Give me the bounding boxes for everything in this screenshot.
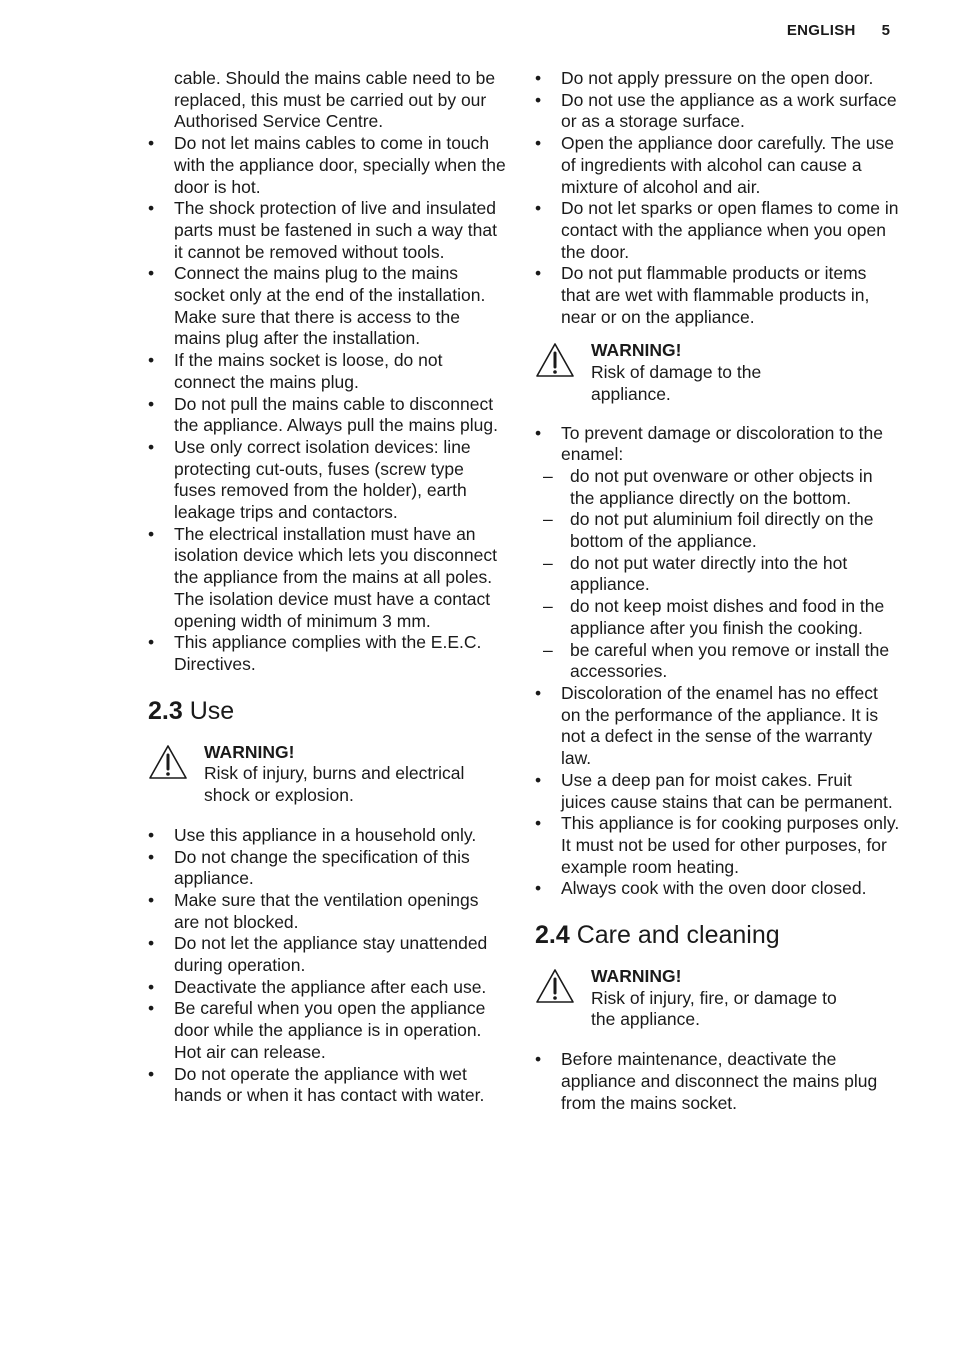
list-item: • Use a deep pan for moist cakes. Fruit juices cause stains that can be permanent. [535, 770, 900, 813]
list-item: • Do not let sparks or open flames to come in contact with the appliance when you open the door. [535, 198, 900, 263]
door-safety-list [535, 68, 900, 328]
list-item: • Do not apply pressure on the open door. [535, 68, 900, 90]
list-item: • Always cook with the oven door closed. [535, 878, 900, 900]
sublist-item: – do not keep moist dishes and food in the appliance after you finish the cooking. [535, 596, 900, 639]
sublist-item: – do not put ovenware or other objects in the appliance directly on the bottom. [535, 466, 900, 509]
list-item: • Do not operate the appliance with wet hands or when it has contact with water. [148, 1064, 508, 1107]
list-item: • Open the appliance door carefully. The use of ingredients with alcohol can cause a mixture of alcohol and air. [535, 133, 900, 198]
list-item: • Do not pull the mains cable to disconnect the appliance. Always pull the mains plug. [148, 394, 508, 437]
list-item: • Connect the mains plug to the mains socket only at the end of the installation. Make sure that there is access to the mains plug after the installation. [148, 263, 508, 350]
right-column [535, 68, 900, 1114]
sublist-item: – be careful when you remove or install the accessories. [535, 640, 900, 683]
page-number: 5 [881, 22, 890, 39]
list-item: • Be careful when you open the appliance door while the appliance is in operation. Hot air can release. [148, 998, 508, 1063]
list-item: • Do not put flammable products or items that are wet with flammable products in, near or on the appliance. [535, 263, 900, 328]
section-heading-care [535, 920, 900, 950]
warning-block-use [148, 742, 508, 807]
care-list [535, 1049, 900, 1114]
page-header [787, 22, 890, 39]
list-item: • Discoloration of the enamel has no effect on the performance of the appliance. It is not a defect in the sense of the warranty law. [535, 683, 900, 770]
warning-title: WARNING! [591, 966, 682, 987]
list-item: • Deactivate the appliance after each use. [148, 977, 508, 999]
electrical-safety-list [148, 68, 508, 676]
list-item: • Before maintenance, deactivate the appliance and disconnect the mains plug from the mains socket. [535, 1049, 900, 1114]
left-column [148, 68, 508, 1107]
section-heading-use [148, 696, 508, 726]
section-number: 2.3 [148, 696, 183, 725]
list-item: • If the mains socket is loose, do not connect the mains plug. [148, 350, 508, 393]
warning-block-care [535, 966, 900, 1031]
warning-text: Risk of injury, fire, or damage to the appliance. [591, 987, 837, 1030]
warning-text: Risk of injury, burns and electrical shock or explosion. [204, 763, 465, 806]
list-item: • The shock protection of live and insulated parts must be fastened in such a way that it cannot be removed without tools. [148, 198, 508, 263]
warning-triangle-icon [148, 744, 188, 780]
list-item: • This appliance complies with the E.E.C. Directives. [148, 632, 508, 675]
list-item: • Use only correct isolation devices: line protecting cut-outs, fuses (screw type fuses removed from the holder), earth leakage trips and contactors. [148, 437, 508, 524]
enamel-intro: To prevent damage or discoloration to the enamel: [561, 422, 883, 465]
list-item: • Make sure that the ventilation openings are not blocked. [148, 890, 508, 933]
list-item [535, 423, 900, 683]
warning-title: WARNING! [591, 340, 682, 361]
warning-triangle-icon [535, 342, 575, 378]
section-number: 2.4 [535, 921, 570, 950]
list-item: • Do not let the appliance stay unattended during operation. [148, 933, 508, 976]
warning-text: Risk of damage to the appliance. [591, 362, 762, 404]
list-item: • Do not let mains cables to come in touch with the appliance door, specially when the door is hot. [148, 133, 508, 198]
warning-title: WARNING! [204, 741, 295, 762]
use-list [148, 825, 508, 1107]
list-item: • This appliance is for cooking purposes only. It must not be used for other purposes, for example room heating. [535, 813, 900, 878]
list-item: • The electrical installation must have an isolation device which lets you disconnect the appliance from the mains at all poles. The isolation device must have a contact opening width of minimum 3 mm. [148, 524, 508, 633]
enamel-sublist [535, 466, 900, 683]
warning-triangle-icon [535, 968, 575, 1004]
list-item: • Use this appliance in a household only. [148, 825, 508, 847]
list-item-continuation: cable. Should the mains cable need to be replaced, this must be carried out by our Authorised Service Centre. [174, 68, 496, 132]
list-item: • Do not change the specification of this appliance. [148, 847, 508, 890]
sublist-item: – do not put aluminium foil directly on the bottom of the appliance. [535, 509, 900, 552]
list-item: • Do not use the appliance as a work surface or as a storage surface. [535, 90, 900, 133]
section-title: Use [189, 696, 235, 725]
warning-block-damage [535, 340, 900, 405]
language-label: ENGLISH [786, 22, 856, 39]
sublist-item: – do not put water directly into the hot appliance. [535, 553, 900, 596]
enamel-list [535, 423, 900, 900]
section-title: Care and cleaning [576, 921, 780, 950]
